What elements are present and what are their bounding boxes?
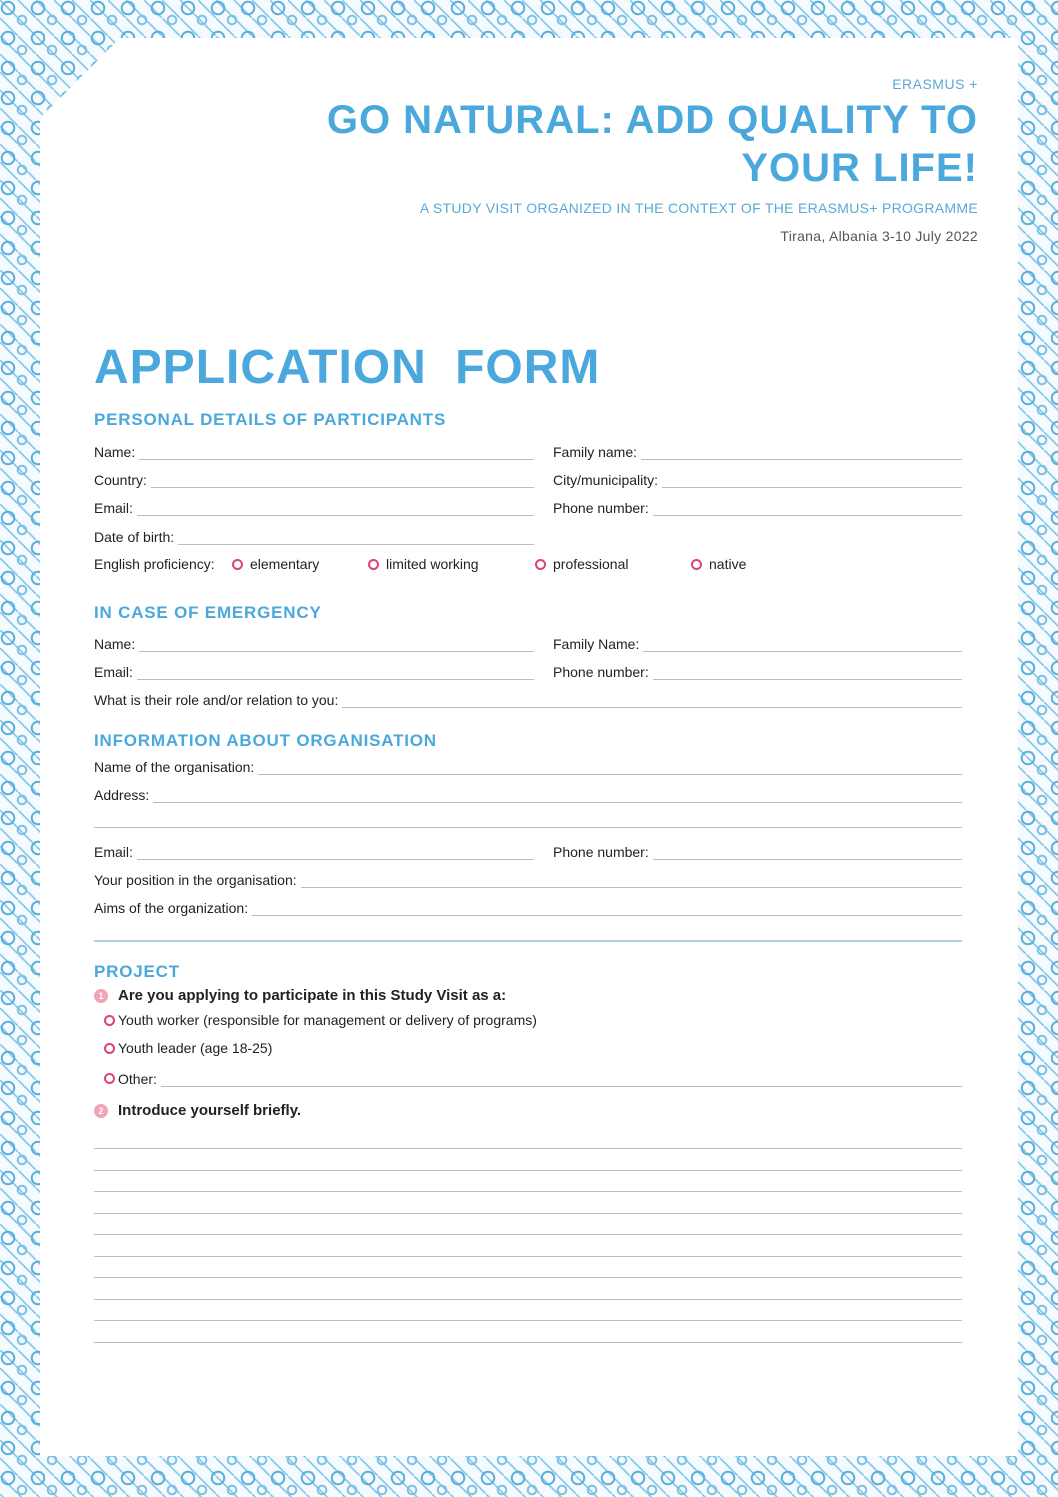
radio-circle-icon[interactable] (104, 1043, 115, 1054)
input-line[interactable] (139, 640, 534, 652)
org-name-field[interactable] (94, 755, 962, 775)
field-label: Address: (94, 787, 150, 803)
field-label: Aims of the organization: (94, 900, 249, 916)
field-label: Email: (94, 844, 133, 860)
personal-email-field[interactable] (94, 496, 534, 516)
org-email-field[interactable] (94, 840, 534, 860)
emergency-role-field[interactable] (94, 688, 962, 708)
emergency-email-field[interactable] (94, 660, 534, 680)
personal-family-name-field[interactable] (553, 440, 962, 460)
answer-line[interactable] (94, 1256, 962, 1257)
field-label: Family Name: (553, 636, 640, 652)
english-proficiency-group (94, 554, 964, 574)
input-line[interactable] (137, 668, 534, 680)
input-line[interactable] (641, 448, 962, 460)
input-line[interactable] (662, 476, 962, 488)
emergency-phone-field[interactable] (553, 660, 962, 680)
personal-dob-field[interactable] (94, 525, 534, 545)
section-divider (94, 940, 962, 942)
field-label: Name of the organisation: (94, 759, 255, 775)
radio-limited-working[interactable] (368, 556, 479, 572)
personal-city-field[interactable] (553, 468, 962, 488)
input-line[interactable] (643, 640, 962, 652)
org-aims-field[interactable] (94, 896, 962, 916)
document-title: GO NATURAL: ADD QUALITY TO YOUR LIFE! (326, 98, 978, 190)
question-text: Introduce yourself briefly. (118, 1102, 302, 1119)
answer-line[interactable] (94, 1234, 962, 1235)
radio-circle-icon[interactable] (535, 559, 546, 570)
section-project-heading: PROJECT (94, 962, 180, 981)
option-label: Youth worker (responsible for management or delivery of programs) (118, 1012, 537, 1028)
org-position-field[interactable] (94, 868, 962, 888)
input-line[interactable] (258, 763, 962, 775)
option-label: elementary (250, 556, 320, 572)
answer-line[interactable] (94, 1320, 962, 1321)
radio-circle-icon[interactable] (368, 559, 379, 570)
question-number-badge: 2 (94, 1104, 108, 1118)
field-label: Email: (94, 500, 133, 516)
option-label: limited working (386, 556, 479, 572)
radio-circle-icon[interactable] (232, 559, 243, 570)
emergency-family-name-field[interactable] (553, 632, 962, 652)
address-extra-line[interactable] (94, 827, 962, 828)
program-label: ERASMUS + (892, 76, 978, 92)
emergency-name-field[interactable] (94, 632, 534, 652)
section-personal-heading: PERSONAL DETAILS OF PARTICIPANTS (94, 410, 447, 429)
question-text: Are you applying to participate in this Study Visit as a: (118, 987, 507, 1004)
input-line[interactable] (178, 533, 534, 545)
field-label: Family name: (553, 444, 638, 460)
input-line[interactable] (151, 476, 534, 488)
radio-youth-leader[interactable] (104, 1040, 272, 1056)
field-label: Name: (94, 444, 136, 460)
document-subtitle: A STUDY VISIT ORGANIZED IN THE CONTEXT OF THE ERASMUS+ PROGRAMME (419, 200, 978, 216)
answer-line[interactable] (94, 1299, 962, 1300)
answer-line[interactable] (94, 1277, 962, 1278)
field-label: Name: (94, 636, 136, 652)
answer-line[interactable] (94, 1342, 962, 1343)
form-title: APPLICATION FORM (94, 341, 601, 394)
field-label: Date of birth: (94, 529, 175, 545)
input-line[interactable] (139, 448, 534, 460)
section-emergency-heading: IN CASE OF EMERGENCY (94, 603, 322, 622)
english-proficiency-label: English proficiency: (94, 556, 215, 572)
personal-country-field[interactable] (94, 468, 534, 488)
document-header (258, 76, 978, 244)
radio-professional[interactable] (535, 556, 629, 572)
question-2 (94, 1102, 301, 1119)
radio-circle-icon[interactable] (104, 1073, 115, 1084)
org-phone-field[interactable] (553, 840, 962, 860)
answer-line[interactable] (94, 1213, 962, 1214)
field-label: Country: (94, 472, 147, 488)
input-line[interactable] (653, 668, 962, 680)
section-organisation-heading: INFORMATION ABOUT ORGANISATION (94, 731, 437, 750)
radio-youth-worker[interactable] (104, 1012, 537, 1028)
org-address-field[interactable] (94, 783, 962, 803)
input-line[interactable] (301, 876, 962, 888)
field-label: Phone number: (553, 664, 649, 680)
field-label: City/municipality: (553, 472, 659, 488)
answer-line[interactable] (94, 1170, 962, 1171)
input-line[interactable] (653, 848, 962, 860)
input-line[interactable] (137, 504, 534, 516)
personal-name-field[interactable] (94, 440, 534, 460)
radio-circle-icon[interactable] (104, 1015, 115, 1026)
field-label: Email: (94, 664, 133, 680)
radio-other-field[interactable] (104, 1067, 962, 1087)
personal-phone-field[interactable] (553, 496, 962, 516)
field-label: Phone number: (553, 500, 649, 516)
input-line[interactable] (137, 848, 534, 860)
answer-line[interactable] (94, 1148, 962, 1149)
question-number-badge: 1 (94, 989, 108, 1003)
field-label: What is their role and/or relation to you: (94, 692, 339, 708)
radio-elementary[interactable] (232, 556, 319, 572)
option-label: professional (553, 556, 629, 572)
radio-circle-icon[interactable] (691, 559, 702, 570)
input-line[interactable] (653, 504, 962, 516)
event-dates: Tirana, Albania 3-10 July 2022 (780, 228, 978, 244)
input-line[interactable] (342, 696, 962, 708)
input-line[interactable] (153, 791, 962, 803)
option-label: Other: (118, 1071, 157, 1087)
field-label: Phone number: (553, 844, 649, 860)
input-line[interactable] (252, 904, 962, 916)
radio-native[interactable] (691, 556, 746, 572)
option-label: Youth leader (age 18-25) (118, 1040, 273, 1056)
option-label: native (709, 556, 747, 572)
question-1 (94, 987, 506, 1004)
field-label: Your position in the organisation: (94, 872, 297, 888)
input-line[interactable] (161, 1075, 962, 1087)
answer-line[interactable] (94, 1191, 962, 1192)
